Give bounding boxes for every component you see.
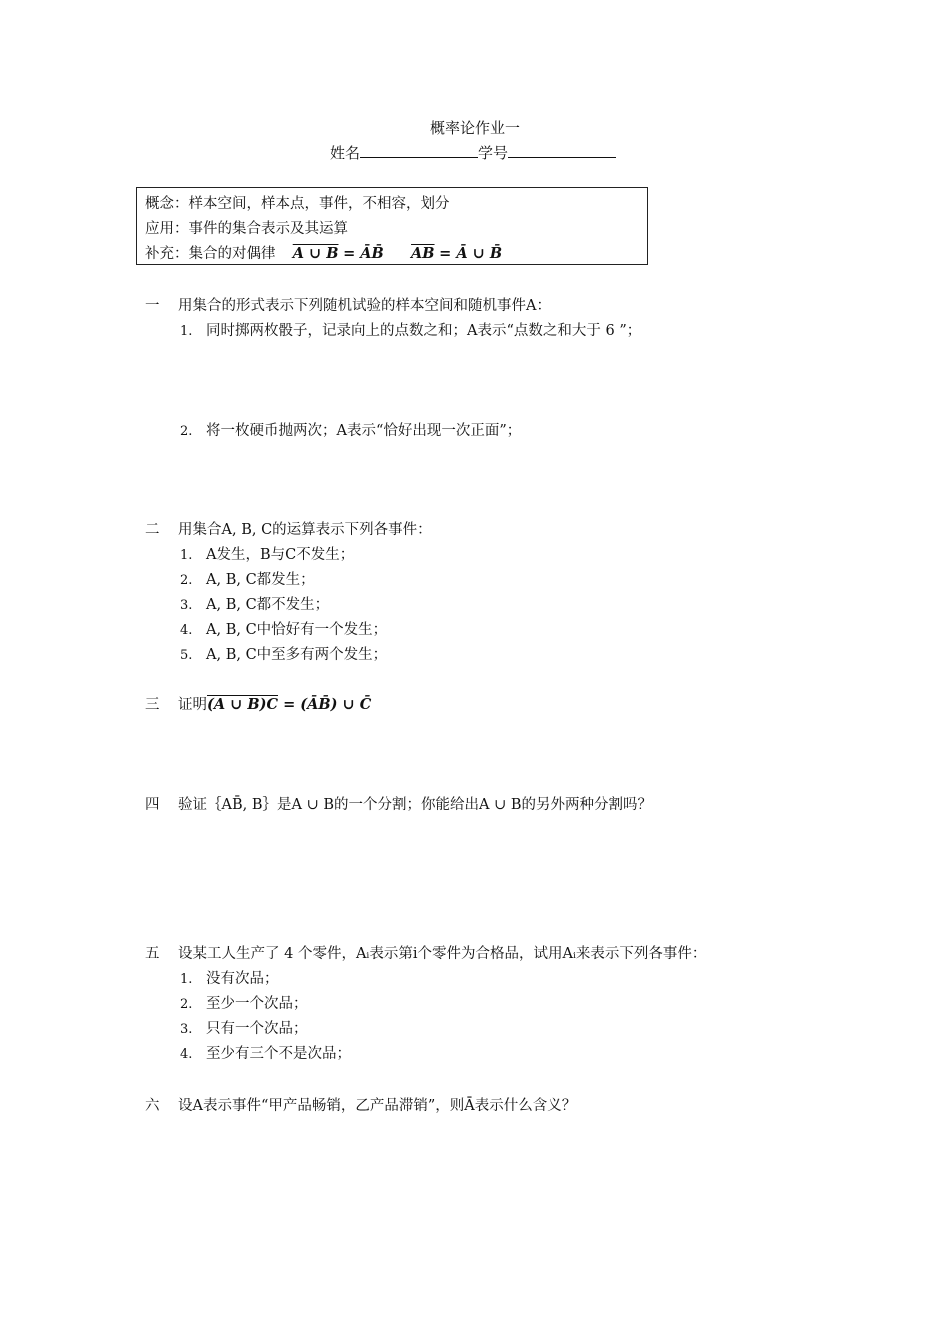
question-3	[145, 693, 371, 714]
dual-law-1-rhs: ĀB̄	[360, 245, 384, 262]
question-number: 五	[145, 946, 160, 962]
question-6	[145, 1094, 576, 1115]
question-text: 设A表示事件“甲产品畅销，乙产品滞销”，则Ā表示什么含义？	[178, 1098, 577, 1114]
list-item: 4. A, B, C中恰好有一个发生；	[180, 622, 388, 638]
dual-law-2-lhs: $\overline{AB}$	[411, 245, 435, 262]
list-item: 4. 至少有三个不是次品；	[180, 1046, 351, 1062]
supplement-label: 补充：集合的对偶律	[145, 246, 276, 262]
list-item: 5. A, B, C中至多有两个发生；	[180, 647, 388, 663]
question-number: 三	[145, 697, 160, 713]
concept-line: 概念：样本空间，样本点，事件，不相容，划分	[145, 196, 450, 212]
question-number: 六	[145, 1098, 160, 1114]
question-number: 二	[145, 522, 160, 538]
list-item: 1. 没有次品；	[180, 971, 279, 987]
dual-law-2-rhs: Ā ∪ B̄	[456, 245, 503, 262]
list-item: 1. 同时掷两枚骰子，记录向上的点数之和；A表示“点数之和大于 6 ”；	[180, 323, 642, 339]
list-item: 2. 将一枚硬币抛两次；A表示“恰好出现一次正面”；	[180, 423, 522, 439]
list-item: 2. 至少一个次品；	[180, 996, 308, 1012]
proof-lhs: (A ∪ B)C	[207, 696, 279, 713]
student-info-line	[330, 142, 616, 163]
question-text: 用集合A, B, C的运算表示下列各事件：	[178, 522, 432, 538]
id-blank[interactable]	[508, 142, 616, 158]
supplement-line: 补充：集合的对偶律 A ∪ B = ĀB̄ $\overline{AB}$ = Ā ∪ B̄	[145, 245, 503, 262]
name-blank[interactable]	[360, 142, 478, 158]
list-item: 3. A, B, C都不发生；	[180, 597, 330, 613]
list-item: 1. A发生，B与C不发生；	[180, 547, 355, 563]
proof-rhs: = (ĀB̄) ∪ C̄	[283, 696, 372, 713]
question-text: 验证｛AB̄, B｝是A ∪ B的一个分割；你能给出A ∪ B的另外两种分割吗？	[178, 797, 652, 813]
list-item: 2. A, B, C都发生；	[180, 572, 315, 588]
id-label: 学号	[478, 144, 509, 162]
question-2	[145, 518, 432, 539]
summary-box	[136, 187, 648, 265]
question-4	[145, 793, 652, 814]
application-line: 应用：事件的集合表示及其运算	[145, 221, 348, 237]
question-text: 设某工人生产了 4 个零件，Aᵢ表示第i个零件为合格品，试用Aᵢ来表示下列各事件：	[178, 946, 707, 962]
question-number: 四	[145, 797, 160, 813]
question-text: 证明	[178, 697, 207, 713]
page-title: 概率论作业一	[429, 119, 520, 137]
dual-law-1-lhs: A ∪ B	[292, 245, 339, 262]
question-5	[145, 942, 706, 963]
name-label: 姓名	[330, 144, 361, 162]
list-item: 3. 只有一个次品；	[180, 1021, 308, 1037]
question-number: 一	[145, 298, 160, 314]
question-1	[145, 294, 551, 315]
question-text: 用集合的形式表示下列随机试验的样本空间和随机事件A：	[178, 298, 551, 314]
